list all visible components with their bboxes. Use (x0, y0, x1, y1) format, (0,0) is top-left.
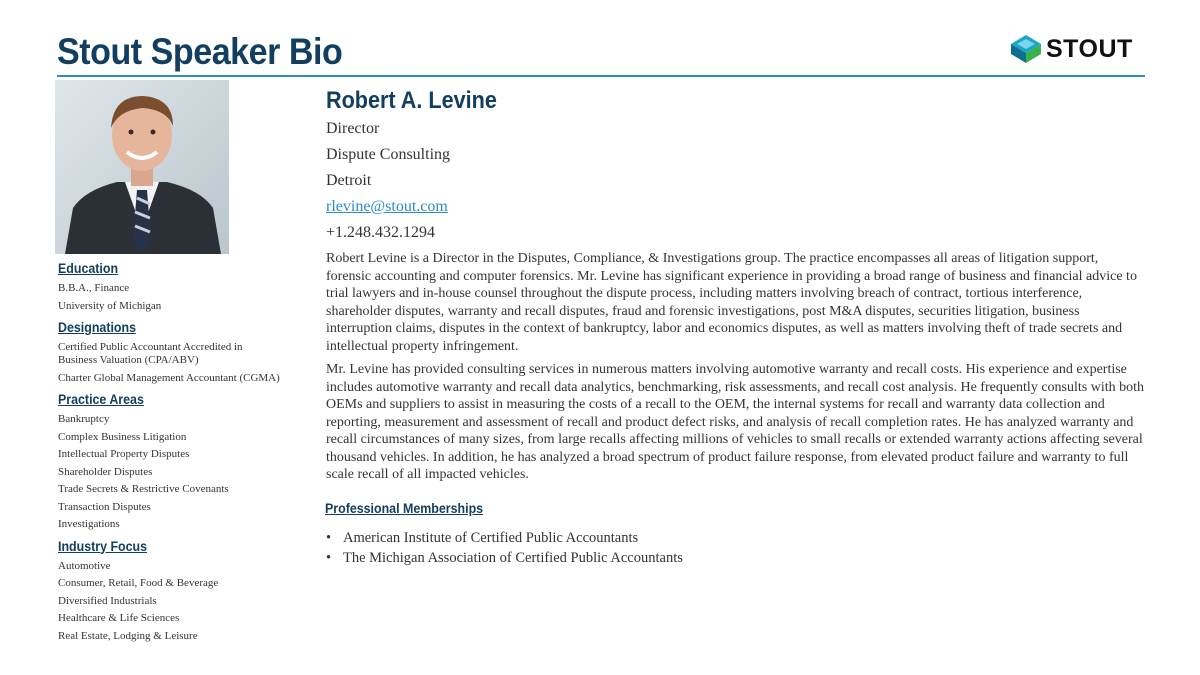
header-divider (57, 75, 1145, 77)
education-item: B.B.A., Finance (58, 282, 130, 294)
stout-logo (1010, 32, 1150, 66)
industry-item: Consumer, Retail, Food & Beverage (58, 577, 219, 589)
practice-area-item: Intellectual Property Disputes (58, 448, 190, 460)
practice-area-item: Bankruptcy (58, 413, 110, 425)
memberships-list (326, 528, 1146, 568)
industry-item: Real Estate, Lodging & Leisure (58, 629, 198, 642)
speaker-phone: +1.248.432.1294 (326, 224, 436, 241)
sidebar (58, 260, 283, 649)
practice-area-item: Complex Business Litigation (58, 430, 187, 443)
bio-paragraph: Mr. Levine has provided consulting services in numerous matters involving automotive warranty and recall costs. His experience and expertise includes automotive warranty and recall data analytics, benchmarking, risk assessments, and recall cost analysis. He frequently consults with both OEMs and suppliers to assist in measuring the costs of a recall to the OEM, the internal systems for recall and warranty data collection and reporting, measurement and assessment of recall and product defect risks, and analysis of recall completion rates. He has analyzed warranty and recall circumstances of many sizes, from large recalls affecting millions of vehicles to small recalls or extended warranty actions affecting several thousand vehicles. In addition, he has analyzed a broad spectrum of product failure response, from elevated product failure and warranty to full scale recall of all impacted vehicles. (326, 362, 1144, 482)
stout-logo-icon (1010, 34, 1042, 64)
email-line (326, 194, 1146, 220)
membership-item: • The Michigan Association of Certified Public Accountants (326, 548, 1146, 568)
industry-item: Healthcare & Life Sciences (58, 612, 180, 624)
designations-section (58, 319, 283, 387)
practice-area-item: Shareholder Disputes (58, 465, 153, 478)
industry-focus-section (58, 538, 283, 646)
education-section (58, 260, 283, 315)
practice-area-item: Transaction Disputes (58, 500, 151, 513)
practice-areas-heading: Practice Areas (58, 392, 144, 407)
industry-item: Diversified Industrials (58, 594, 157, 607)
speaker-title: Director (326, 120, 380, 137)
practice-areas-section (58, 391, 283, 534)
bio-paragraph: Robert Levine is a Director in the Disputes, Compliance, & Investigations group. The practice encompasses all areas of litigation support, forensic accounting and computer forensics. Mr. Levine has significant experience in providing a broad range of business and financial advice to trial lawyers and in-house counsel throughout the dispute process, including matters involving breach of contract, tortious interference, shareholder disputes, warranty and recall disputes, fraud and forensic investigations, post M&A disputes, securities litigation, business interruption claims, disputes in the context of bankruptcy, labor and economics disputes, as well as matters involving theft of trade secrets and intellectual property infringement. (326, 251, 1137, 354)
industry-focus-heading: Industry Focus (58, 538, 148, 554)
memberships-heading: Professional Memberships (325, 500, 484, 516)
main-content (326, 86, 1146, 568)
speaker-location: Detroit (326, 172, 372, 189)
designation-item: Certified Public Accountant Accredited in Business Valuation (CPA/ABV) (58, 341, 243, 366)
designation-item: Charter Global Management Accountant (CGMA) (58, 371, 280, 384)
page-title: Stout Speaker Bio (57, 31, 343, 72)
speaker-name: Robert A. Levine (326, 87, 497, 114)
membership-item: • American Institute of Certified Public Accountants (326, 528, 1146, 548)
education-item: University of Michigan (58, 299, 162, 312)
industry-item: Automotive (58, 559, 111, 572)
logo-wordmark: STOUT (1046, 34, 1133, 63)
email-link[interactable]: rlevine@stout.com (326, 198, 448, 215)
designations-heading: Designations (58, 320, 136, 335)
speaker-department: Dispute Consulting (326, 146, 451, 163)
education-heading: Education (58, 261, 119, 276)
practice-area-item: Trade Secrets & Restrictive Covenants (58, 483, 229, 495)
practice-area-item: Investigations (58, 518, 120, 530)
speaker-photo (55, 80, 229, 254)
